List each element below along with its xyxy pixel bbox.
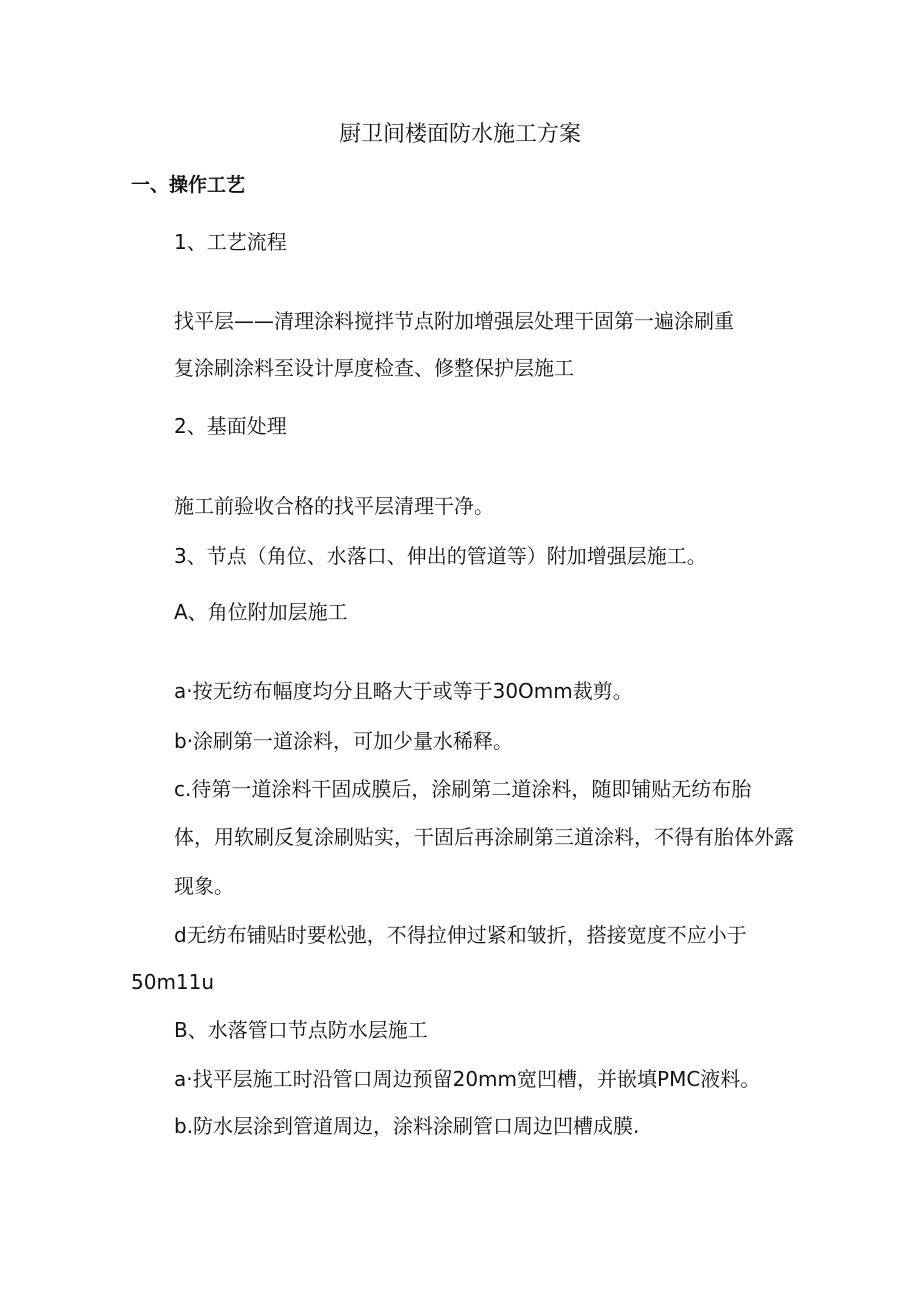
document-title: 厨卫间楼面防水施工方案 <box>338 122 581 147</box>
subheading-node-reinforcement: 3、节点（角位、水落口、伸出的管道等）附加增强层施工。 <box>174 544 707 568</box>
section-heading-operation-process: 一、操作工艺 <box>131 174 246 196</box>
subheading-corner-layer: A、角位附加层施工 <box>174 600 348 624</box>
list-item: a·按无纺布幅度均分且略大于或等于30Omm裁剪。 <box>174 679 633 703</box>
paragraph-line: 施工前验收合格的找平层清理干净。 <box>174 494 494 518</box>
paragraph-line: 50m11u <box>131 970 215 994</box>
list-item: c.待第一道涂料干固成膜后，涂刷第二道涂料，随即铺贴无纺布胎 <box>174 777 752 801</box>
list-item: d无纺布铺贴时要松弛，不得拉伸过紧和皱折，搭接宽度不应小于 <box>174 923 747 947</box>
list-item: a·找平层施工时沿管口周边预留20mm宽凹槽，并嵌填PMC液料。 <box>174 1067 761 1091</box>
subheading-drain-pipe-layer: B、水落管口节点防水层施工 <box>174 1018 428 1042</box>
paragraph-line: 找平层——清理涂料搅拌节点附加增强层处理干固第一遍涂刷重 <box>174 309 734 333</box>
list-item: b·涂刷第一道涂料，可加少量水稀释。 <box>174 729 514 753</box>
paragraph-line: 体，用软刷反复涂刷贴实，干固后再涂刷第三道涂料，不得有胎体外露 <box>174 825 794 849</box>
subheading-base-treatment: 2、基面处理 <box>174 414 287 438</box>
paragraph-line: 现象。 <box>174 874 234 898</box>
list-item: b.防水层涂到管道周边，涂料涂刷管口周边凹槽成膜. <box>174 1114 640 1138</box>
paragraph-line: 复涂刷涂料至设计厚度检查、修整保护层施工 <box>174 356 574 380</box>
subheading-process-flow: 1、工艺流程 <box>174 230 287 254</box>
